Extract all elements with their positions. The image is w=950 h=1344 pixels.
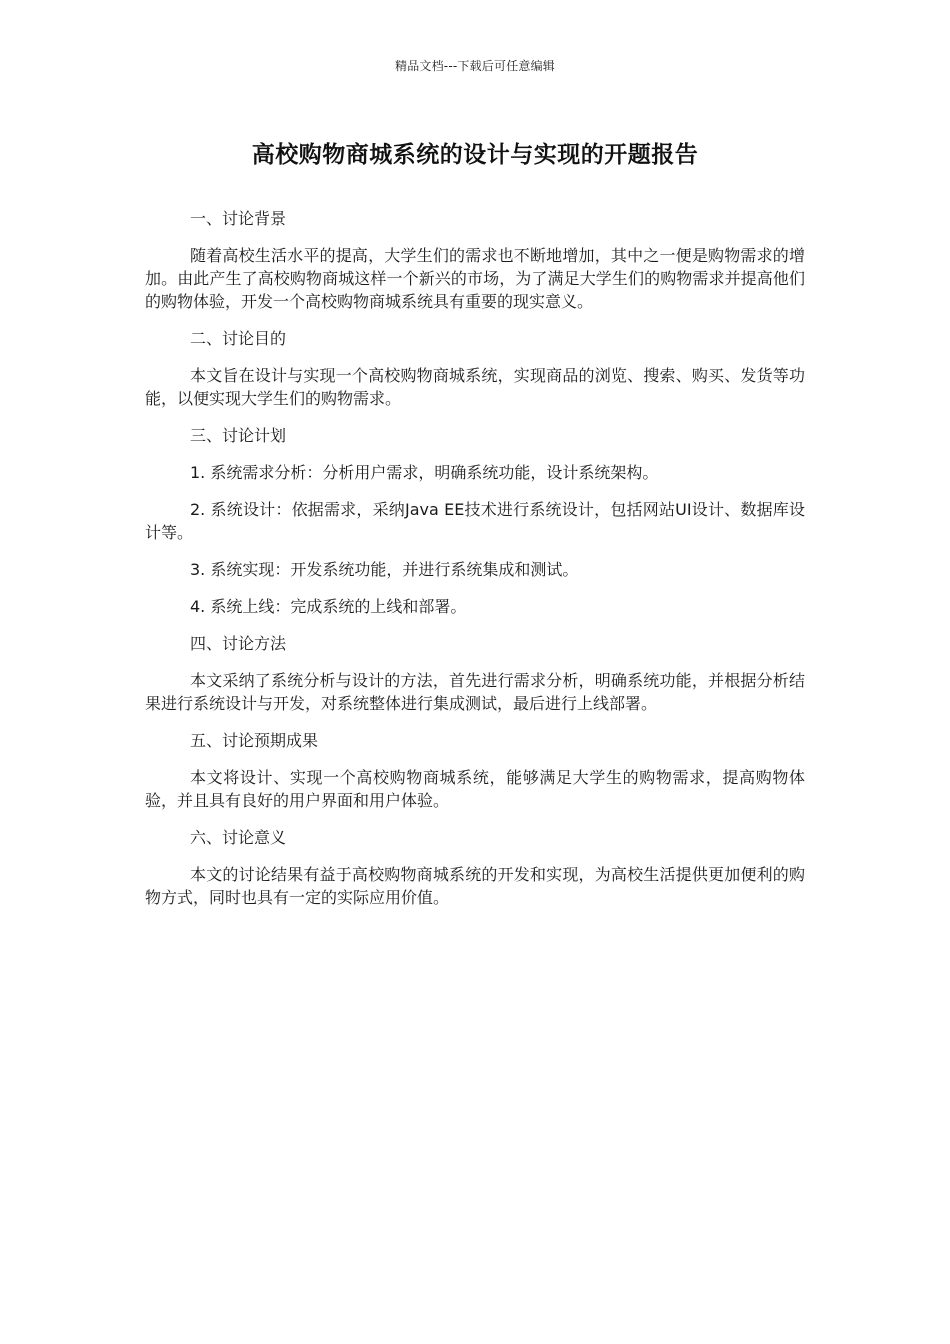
plan-item-1: 1. 系统需求分析：分析用户需求，明确系统功能，设计系统架构。: [190, 463, 659, 482]
section-heading-method: 四、讨论方法: [190, 634, 287, 653]
document-title: 高校购物商城系统的设计与实现的开题报告: [251, 142, 699, 168]
paragraph-method: 本文采纳了系统分析与设计的方法，首先进行需求分析，明确系统功能，并根据分析结果进行系统设计与开发，对系统整体进行集成测试，最后进行上线部署。: [145, 671, 805, 713]
document-body: [145, 207, 805, 923]
section-heading-background: 一、讨论背景: [190, 209, 287, 228]
paragraph-background: 随着高校生活水平的提高，大学生们的需求也不断地增加，其中之一便是购物需求的增加。由此产生了高校购物商城这样一个新兴的市场，为了满足大学生们的购物需求并提高他们的购物体验，开发一个高校购物商城系统具有重要的现实意义。: [145, 246, 805, 311]
plan-item-4: 4. 系统上线：完成系统的上线和部署。: [190, 597, 467, 616]
section-heading-expected-results: 五、讨论预期成果: [190, 731, 319, 750]
section-heading-significance: 六、讨论意义: [190, 828, 287, 847]
paragraph-expected-results: 本文将设计、实现一个高校购物商城系统，能够满足大学生的购物需求，提高购物体验，并且具有良好的用户界面和用户体验。: [145, 768, 805, 810]
paragraph-significance: 本文的讨论结果有益于高校购物商城系统的开发和实现，为高校生活提供更加便利的购物方式，同时也具有一定的实际应用价值。: [145, 865, 805, 907]
plan-item-2: 2. 系统设计：依据需求，采纳Java EE技术进行系统设计，包括网站UI设计、数据库设计等。: [145, 500, 805, 542]
header-note: 精品文档---下载后可任意编辑: [395, 59, 555, 73]
section-heading-plan: 三、讨论计划: [190, 426, 287, 445]
paragraph-purpose: 本文旨在设计与实现一个高校购物商城系统，实现商品的浏览、搜索、购买、发货等功能，以便实现大学生们的购物需求。: [145, 366, 805, 408]
plan-item-3: 3. 系统实现：开发系统功能，并进行系统集成和测试。: [190, 560, 579, 579]
section-heading-purpose: 二、讨论目的: [190, 329, 287, 348]
